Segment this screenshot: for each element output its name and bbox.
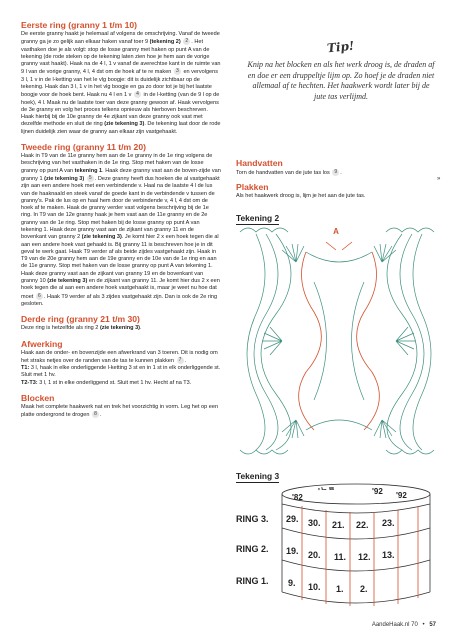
section-text-eerste-ring: De eerste granny haakt je helemaal af volgens de omschrijving. Vanaf de tweede granny ga je zo gelijk aan elkaar haken vanaf toer 9 (tekening 2) 2 . Het vasthaken doe je als volgt: stop de losse granny met haken op punt A van de tekening (de rode steken op de tekening laten zien hoe je hem aan de vorige granny vast haakt). Haak na de 4 l, 1 v vanaf de averechtse kant in de ruimte van 9 l van de vorige granny, 4 l, 4 dst om de hoek af te re maken 3 en vervolgens 3 l, 1 v in de l-ketting van het le vlg boogje: dit is duidelijk zichtbaar op de tekening. Haak dan 3 l, 1 v in het vlg boogje en ga zo door tot je bij het laatste boogje voor de hoek bent. Haak nu 4 l en 1 v 4 in de l-ketting (van de 9 l op de hoek), 4 l. Maak nu de laatste toer van deze granny gewoon af. Haak vervolgens de 3e granny en volg het proces telkens opnieuw als hierboven beschreven. Haak hierbij bij de 10e granny de 4e zijkant van deze granny ook vast met dezelfde methode en sluit de ring (zie tekening 3). De tekening laat door de rode lijnen duidelijk zien waar de granny aan elkaar zijn vastgehaakt. [21,31,221,135]
step-badge: 4 [134,91,141,98]
granny-back-1: '82 [292,493,303,502]
tip-text: Knip na het blocken en als het werk droog is, de draden af en doe er een druppeltje lijm op. Zo hoef je de draden niet allemaal af te hechten. Het haakwerk wordt later bij de jute tas verlijmd. [247,60,435,101]
granny-13: 13. [382,550,395,560]
granny-back-4: '92 [396,491,407,500]
section-title-blocken: Blocken [21,392,55,403]
section-text-handvatten: Torn de handvatten van de jute tas los 9 . [236,169,342,176]
granny-22: 22. [356,520,369,530]
section-title-derde-ring: Derde ring (granny 21 t/m 30) [21,314,140,325]
step-badge: 9 [332,169,339,176]
handvatten-section [236,158,436,207]
granny-19: 19. [286,546,299,556]
continue-arrows: » [437,176,441,182]
crochet-diagram [236,222,442,460]
step-badge: 5 [87,175,94,182]
page-number: 57 [429,622,436,628]
footer-site: AandeHaak.nl 70 [371,622,418,628]
section-title-handvatten: Handvatten [236,158,283,168]
step-badge: 2 [183,38,190,45]
tip-box [246,38,436,102]
granny-21: 21. [332,520,345,530]
step-badge: 7 [177,357,184,364]
section-text-derde-ring: Deze ring is hetzelfde als ring 2 (zie tekening 3). [21,325,142,332]
tekening-3-title: Tekening 3 [236,471,280,481]
section-text-blocken: Maak het complete haakwerk nat en trek het voorzichtig in vorm. Leg het op een platte ondergrond te drogen 8 . [21,403,219,419]
left-column [21,20,221,426]
granny-23: 23. [382,518,395,528]
footer-bullet: • [422,622,425,628]
granny-10: 10. [308,582,321,592]
section-text-afwerking: Haak aan de onder- en bovenzijde een afwerkrand van 3 toeren. Dit is nodig om het straks netjes over de randen van de tas te kunnen plakken 7 . T1: 3 l, haak in elke onderliggende l-ketting 3 st en in 1 st in elk onderliggende st. Sluit met 1 hv. T2-T3: 3 l, 1 st in elke onderliggend st. Sluit met 1 hv. Hecht af na T3. [21,349,221,386]
granny-12: 12. [358,552,371,562]
section-title-eerste-ring: Eerste ring (granny 1 t/m 10) [21,20,138,30]
point-a-label: A [333,227,339,236]
section-text-tweede-ring: Haak in T9 van de 11e granny hem aan de 1e granny in de 1e ring volgens de beschrijving van het vasthaken in de 1e ring. Stop met haken van de losse granny op punt A van tekening 1. Haak deze granny vast aan de boven-zijde van granny 1 (zie tekening 3) 5 . Deze granny heeft dus hoeken die al vastgehaakt zijn aan een andere hoek met een verbindende v. Haal na de laatste 4 l de lus van de haaknaald en steek vanaf de goede kant in de verbindende v tussen de granny's. Pak de lus op en haal hem door de verbindende v, 4 l, 4 dst om de hoek af te maken. Haak de granny verder vast volgens beschrijving bij de 1e ring. In T9 van de 12e granny haak je hem vast aan de 11e granny en de 2e granny van de 1e ring. Stop met haken bij de losse granny op punt A van tekening 1. Haak deze granny vast aan de zijkant van granny 11 en de bovenkant van granny 2 (zie tekening 3). Je komt hier 2 x een hoek tegen die al aan een andere hoek vast gehaakt is. Bij granny 11 is beschreven hoe je in dit geval te werk gaat. Haak T9 verder af als beide zijdes vastgehaakt zijn. Haak in T9 van de 20e granny hem aan de 19e granny en de 10e van de 1e ring en aan de 11e granny. Stop met haken van de losse granny op punt A van tekening 1. Haak deze granny vast aan de zijkant van granny 19 en de bovenkant van granny 10 (zie tekening 3) en de zijkant van granny 11. Je komt hier dus 2 x een hoek tegen die al aan een andere hoek vastgehaakt is, maar je weet nu hoe dat moet 6 . Haak T9 verder af als 3 zijdes vastgehaakt zijn. Dan is ook de 2e ring gesloten. [21,153,221,307]
tip-title: Tip! [326,38,356,56]
page-footer [372,622,436,628]
granny-back-2: 'ᄂᄅ [318,487,336,496]
granny-29: 29. [286,514,299,524]
ring-1-label: RING 1. [236,576,269,586]
granny-2: 2. [360,584,368,594]
granny-11: 11. [334,552,347,562]
granny-20: 20. [308,550,321,560]
granny-30: 30. [308,518,321,528]
section-title-tweede-ring: Tweede ring (granny 11 t/m 20) [21,142,146,153]
ring-2-label: RING 2. [236,544,269,554]
granny-back-3: '92 [372,487,383,496]
tekening-2-title: Tekening 2 [236,213,280,223]
step-badge: 8 [92,411,99,418]
granny-1: 1. [336,584,344,594]
section-title-afwerking: Afwerking [21,338,63,349]
granny-9: 9. [288,578,296,588]
step-badge: 3 [174,68,181,75]
ring-diagram [236,480,442,612]
ring-3-label: RING 3. [236,514,269,524]
section-title-plakken: Plakken [236,182,269,193]
section-text-plakken: Als het haakwerk droog is, lijm je het aan de jute tas. [236,193,366,200]
step-badge: 6 [36,293,43,300]
